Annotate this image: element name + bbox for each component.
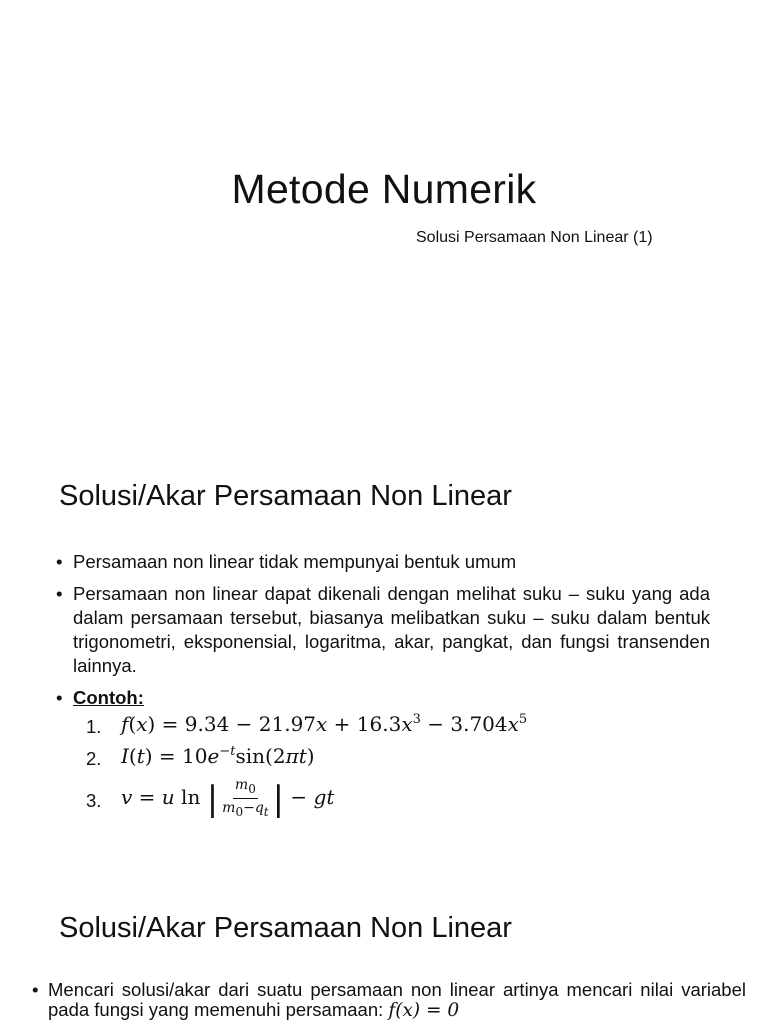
- slide-title: Solusi/Akar Persamaan Non Linear: [59, 912, 512, 944]
- content-slide-solution: [0, 880, 768, 1024]
- bullet-list: [56, 550, 710, 718]
- equation-exponential: $I(t) = 10e^{-t}\sin(2\pi t)$: [121, 744, 315, 768]
- presentation-subtitle: Solusi Persamaan Non Linear (1): [416, 229, 653, 246]
- equation-logarithmic: v = u ln | $\frac{m_0}{m_0-q_t}$ | − gt: [121, 777, 335, 819]
- equation-polynomial: $f(x) = 9.34 - 21.97x + 16.3x^3 - 3.704x^5$: [121, 712, 528, 736]
- bullet-dot-icon: •: [56, 583, 63, 604]
- bullet-dot-icon: •: [56, 687, 63, 708]
- content-slide-definition: [0, 450, 768, 870]
- bullet-text: Persamaan non linear dapat dikenali dengan melihat suku – suku yang ada dalam persamaan tersebut, biasanya melibatkan suku – suku dalam bentuk trigonometri, eksponensial, logaritma, akar, pangkat, dan fungsi transenden lainnya.: [73, 583, 710, 676]
- example-number: 3.: [86, 790, 102, 811]
- title-slide: [0, 0, 768, 430]
- example-number: 2.: [86, 748, 102, 769]
- bullet-dot-icon: •: [32, 979, 39, 1000]
- bullet-item: [56, 550, 710, 574]
- equation-root-condition: f(x) = 0: [388, 1000, 460, 1021]
- bullet-list: [32, 980, 746, 1029]
- bullet-text: Persamaan non linear tidak mempunyai bentuk umum: [73, 551, 517, 572]
- presentation-title: Metode Numerik: [231, 166, 537, 212]
- bullet-text: Mencari solusi/akar dari suatu persamaan non linear artinya mencari nilai variabel pada fungsi yang memenuhi persamaan:: [48, 979, 746, 1020]
- bullet-item: [56, 686, 710, 710]
- bullet-item: [32, 980, 746, 1021]
- example-number: 1.: [86, 716, 102, 737]
- bullet-item: [56, 582, 710, 678]
- bullet-dot-icon: •: [56, 551, 63, 572]
- slide-title: Solusi/Akar Persamaan Non Linear: [59, 480, 512, 512]
- example-label: Contoh:: [73, 687, 144, 708]
